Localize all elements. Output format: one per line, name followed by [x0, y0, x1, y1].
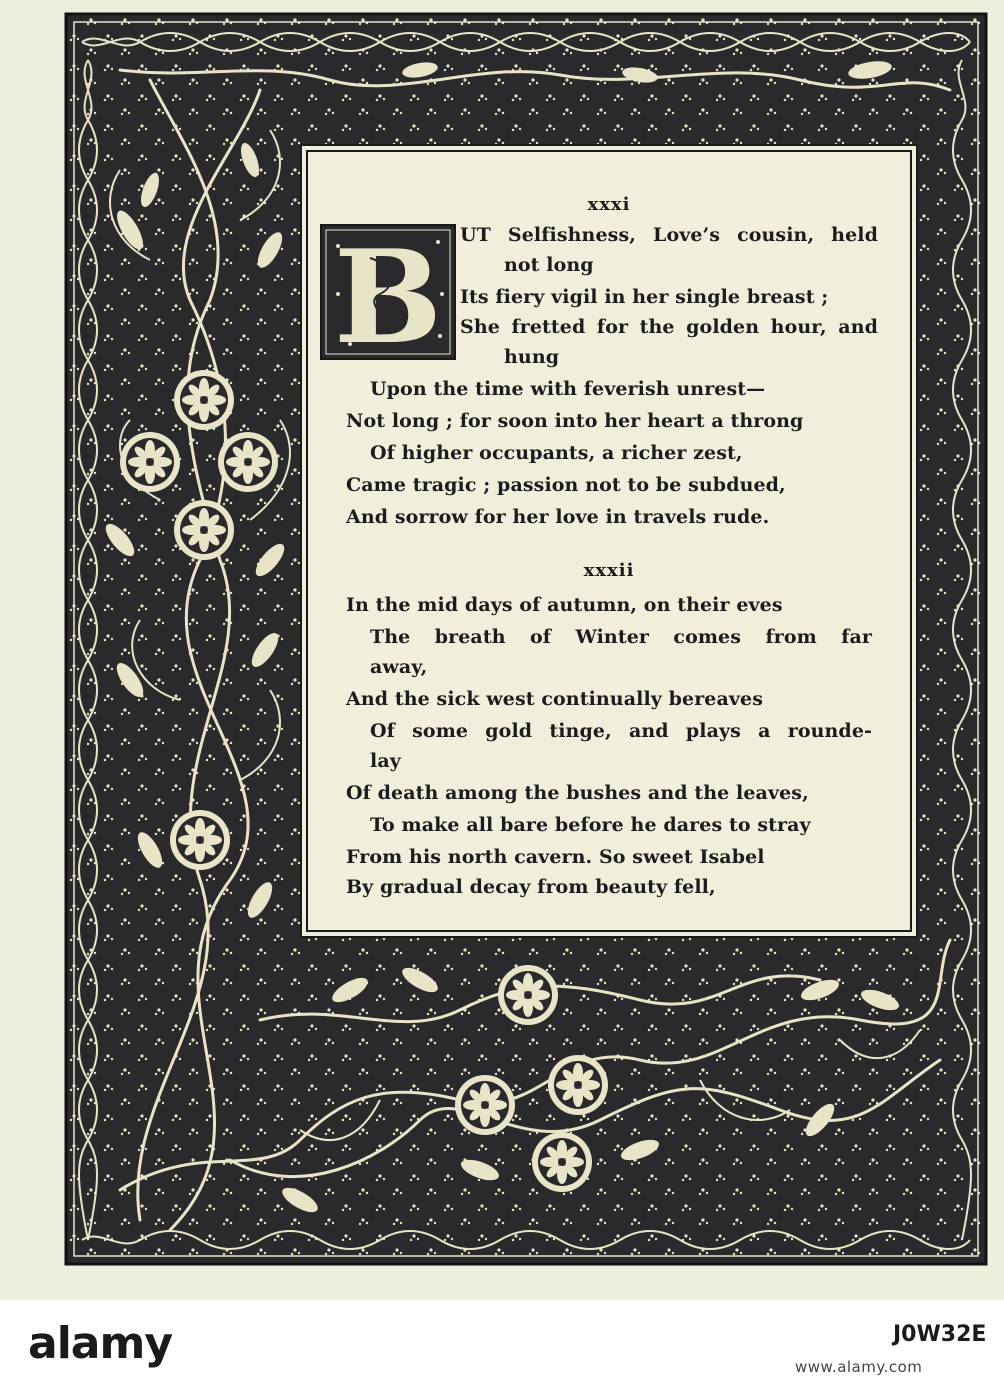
poem-line: The breath of Winter comes from far [370, 626, 872, 648]
poem-line: She fretted for the golden hour, and [460, 316, 878, 338]
stanza-number-31: xxxi [587, 194, 631, 215]
stanza-number-32: xxxii [583, 560, 635, 581]
poem-line: not long [504, 254, 594, 276]
poem-line: Of some gold tinge, and plays a rounde- [370, 720, 872, 742]
stock-url-label: www.alamy.com [795, 1358, 923, 1376]
poem-line: Its fiery vigil in her single breast ; [460, 286, 829, 308]
poem-line: In the mid days of autumn, on their eves [346, 594, 783, 616]
poem-line: Of higher occupants, a richer zest, [370, 442, 743, 464]
poem-line: UT Selfishness, Love’s cousin, held [460, 224, 878, 246]
poem-line: Of death among the bushes and the leaves, [346, 782, 809, 804]
poem-line: And the sick west continually bereaves [346, 688, 764, 710]
poem-line: From his north cavern. So sweet Isabel [346, 846, 765, 868]
poem-line: By gradual decay from beauty fell, [346, 876, 716, 898]
poem-line: Came tragic ; passion not to be subdued, [346, 474, 786, 496]
poem-line: lay [370, 750, 401, 772]
poem-line: Not long ; for soon into her heart a throng [346, 410, 804, 432]
poem-line: hung [504, 346, 560, 368]
poem-line: To make all bare before he dares to stray [370, 814, 811, 836]
poem-line: And sorrow for her love in travels rude. [346, 506, 770, 528]
poem-line: Upon the time with feverish unrest— [370, 378, 766, 400]
alamy-logo: alamy [28, 1318, 172, 1369]
image-id-label: J0W32E [893, 1322, 987, 1347]
svg-text:B: B [333, 224, 443, 360]
poem-text-panel [306, 150, 912, 932]
illuminated-dropcap-b [320, 224, 456, 360]
poem-line: away, [370, 656, 428, 678]
